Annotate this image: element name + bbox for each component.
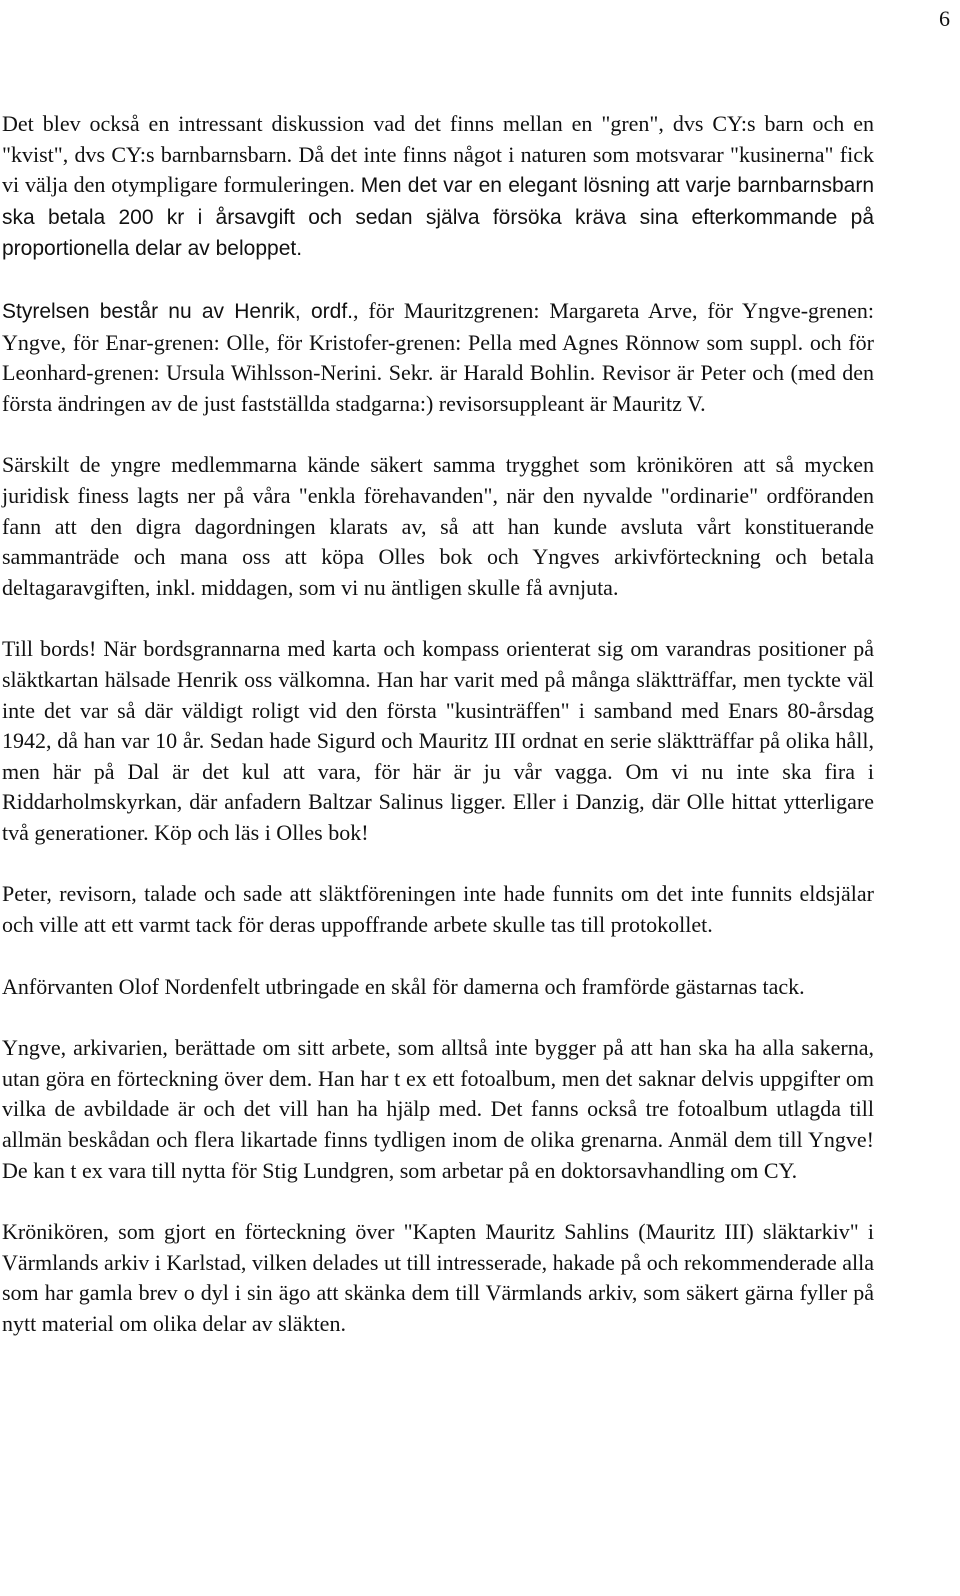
- paragraph-8: Krönikören, som gjort en förteckning över "Kapten Mauritz Sahlins (Mauritz III) släktarkiv" i Värmlands arkiv i Karlstad, vilken delades ut till intresserade, hakade på och rekommenderade alla som har gamla brev o dyl i sin ägo att skänka dem till Värmlands arkiv, som säkert gärna fyller på nytt material om olika delar av släkten.: [2, 1219, 874, 1336]
- paragraph-2: [2, 296, 874, 419]
- paragraph-7: Yngve, arkivarien, berättade om sitt arbete, som alltså inte bygger på att han ska ha alla sakerna, utan göra en förteckning över dem. Han har t ex ett fotoalbum, men det saknar delvis uppgifter om vilka de avbildade är och det vill han ha hjälp med. Det fanns också tre fotoalbum utlagda till allmän beskådan och flera likartade finns tydligen inom de olika grenarna. Anmäl dem till Yngve! De kan t ex vara till nytta för Stig Lundgren, som arbetar på en doktorsavhandling om CY.: [2, 1035, 874, 1183]
- document-body: [2, 109, 874, 1340]
- paragraph-5: Peter, revisorn, talade och sade att släktföreningen inte hade funnits om det inte funnits eldsjälar och ville att ett varmt tack för deras uppoffrande arbete skulle tas till protokollet.: [2, 881, 874, 938]
- paragraph-4: Till bords! När bordsgrannarna med karta och kompass orienterat sig om varandras positioner på släktkartan hälsade Henrik oss välkomna. Han har varit med på många släktträffar, men tyckte väl inte det var så där väldigt roligt vid den första "kusinträffen" i samband med Enars 80-årsdag 1942, då han var 10 år. Sedan hade Sigurd och Mauritz III ordnat en serie släktträffar på olika håll, men här på Dal är det kul att vara, för här är ju vår vagga. Om vi nu inte ska fira i Riddarholmskyrkan, där anfadern Baltzar Salinus ligger. Eller i Danzig, där Olle hittat ytterligare två generationer. Köp och läs i Olles bok!: [2, 636, 874, 845]
- paragraph-6: Anförvanten Olof Nordenfelt utbringade en skål för damerna och framförde gästarnas tack.: [2, 973, 805, 999]
- paragraph-1: [2, 109, 874, 265]
- paragraph-2-part-b: , för Mauritzgrenen: Margareta Arve, för Yngve-grenen: Yngve, för Enar-grenen: Olle, för Kristofer-grenen: Pella med Agnes Rönnow som suppl. och för Leonhard-grenen: Ursula Wihlsson-Nerini. Sekr. är Harald Bohlin. Revisor är Peter och (med den första ändringen av de just fastställda stadgarna:) revisorsuppleant är Mauritz V.: [2, 297, 875, 416]
- paragraph-1-part-b: Men det var en elegant lösning att varje barnbarnsbarn ska betala 200 kr i årsavgift och sedan själva försöka kräva sina efterkommande på proportionella delar av beloppet.: [2, 174, 875, 261]
- page-number: 6: [939, 6, 950, 31]
- paragraph-3: Särskilt de yngre medlemmarna kände säkert samma trygghet som krönikören att så mycken juridisk finess lagts ner på våra "enkla förehavanden", när den nyvalde "ordinarie" ordföranden fann att den digra dagordningen klarats av, så att han kunde avsluta vårt konstituerande sammanträde och mana oss att köpa Olles bok och Yngves arkivförteckning och betala deltagaravgiften, inkl. middagen, som vi nu äntligen skulle få avnjuta.: [2, 452, 874, 600]
- paragraph-2-part-a: Styrelsen består nu av Henrik, ordf.: [2, 299, 353, 323]
- paragraph-1-part-a: Det blev också en intressant diskussion vad det finns mellan en "gren", dvs CY:s barn och en "kvist", dvs CY:s barnbarnsbarn. Då det inte finns något i naturen som motsvarar "kusinerna" fick vi välja den otympligare formuleringen.: [2, 111, 874, 198]
